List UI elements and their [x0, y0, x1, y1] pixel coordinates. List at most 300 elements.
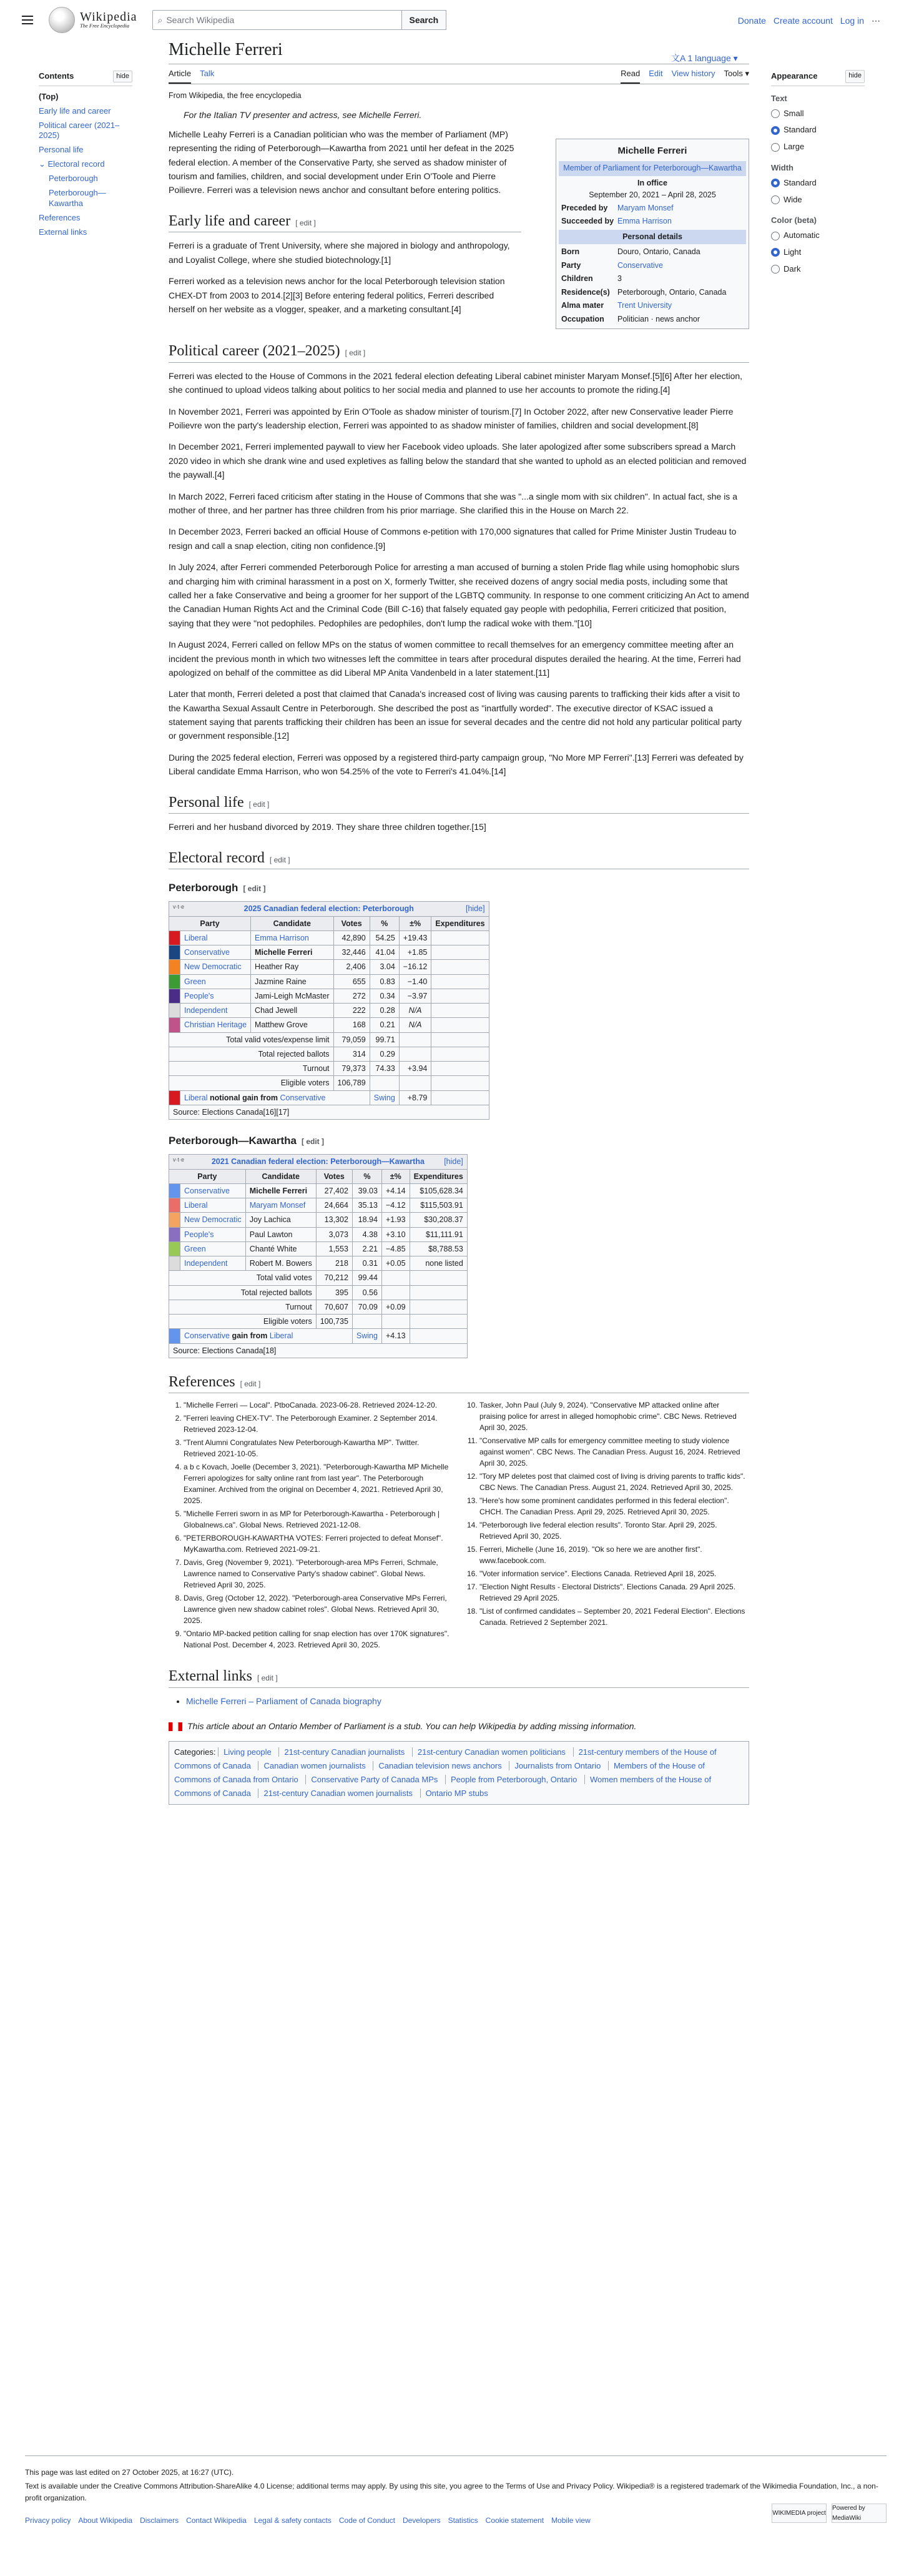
- category-link[interactable]: Women members of the House of Commons of Canada: [174, 1775, 712, 1799]
- category-link[interactable]: Conservative Party of Canada MPs: [305, 1775, 443, 1784]
- category-link[interactable]: People from Peterborough, Ontario: [445, 1775, 582, 1784]
- votes-cell: 655: [333, 974, 370, 989]
- empty-cell: [410, 1271, 467, 1285]
- total-percent: 99.71: [370, 1032, 399, 1047]
- search-button[interactable]: Search: [401, 10, 447, 30]
- reference-item: 13. "Here's how some prominent candidates performed in this federal election". CHCH. The Canadian Press. April 29, 2025. Retrieved April 30, 2025.: [479, 1495, 745, 1517]
- toc-item-personal[interactable]: Personal life: [39, 145, 84, 155]
- votes-cell: 168: [333, 1018, 370, 1032]
- total-label: Total valid votes/expense limit: [169, 1032, 334, 1047]
- edit-link[interactable]: [ edit ]: [257, 1674, 278, 1683]
- stub-notice: [169, 1719, 749, 1733]
- paragraph: In December 2021, Ferreri implemented paywall to view her Facebook video uploads. She later apologized after some subscribers spread a March 2020 video in which she drank wine and used expletives as falling below the standard that she wanted to uphold as an elected politician and removed the paywall.[4]: [169, 442, 747, 480]
- subsection-title: Peterborough—Kawartha: [169, 1135, 297, 1147]
- column-header: Expenditures: [431, 916, 489, 930]
- total-change: +0.09: [381, 1300, 410, 1314]
- party-cell[interactable]: Liberal: [180, 930, 251, 945]
- edit-link[interactable]: [ edit ]: [269, 855, 290, 864]
- total-change: +3.94: [399, 1062, 431, 1076]
- candidate-cell: Michelle Ferreri: [251, 945, 333, 960]
- infobox-born: Douro, Ontario, Canada: [617, 247, 700, 256]
- wikipedia-logo[interactable]: [49, 7, 137, 33]
- toc-item-political[interactable]: Political career (2021–2025): [39, 120, 120, 141]
- candidate-cell: Chanté White: [245, 1241, 316, 1256]
- percent-cell: 0.31: [352, 1256, 381, 1271]
- total-votes: 70,212: [316, 1271, 352, 1285]
- candidate-cell: Jami-Leigh McMaster: [251, 989, 333, 1003]
- vte-links[interactable]: v·t·e: [173, 904, 184, 910]
- intro-paragraph: Michelle Leahy Ferreri is a Canadian politician who was the member of Parliament (MP) representing the riding of Peterborough—Kawartha from 2021 until her defeat in the 2025 federal election. A member of the Conservative Party, she served as shadow minister of tourism and families, children, and social development under Erin O'Toole and Pierre Poilievre. Ferreri was a television news anchor and consultant before entering politics.: [169, 129, 514, 195]
- total-percent: 0.56: [352, 1285, 381, 1300]
- party-color-swatch: [169, 1256, 180, 1271]
- party-color-swatch: [169, 1004, 180, 1018]
- search-icon: ⌕: [157, 14, 163, 25]
- tab-history[interactable]: View history: [671, 68, 715, 78]
- toc-item-external[interactable]: External links: [39, 227, 87, 237]
- change-cell: N/A: [399, 1018, 431, 1032]
- votes-cell: 1,553: [316, 1241, 352, 1256]
- gain-row: [169, 1090, 489, 1105]
- infobox-key: Succeeded by: [561, 217, 614, 225]
- table-row: [169, 1241, 468, 1256]
- section-political-heading: [169, 341, 749, 363]
- infobox-key: Children: [561, 274, 593, 283]
- language-label: 1 language: [687, 53, 731, 63]
- edit-link[interactable]: [ edit ]: [240, 1379, 261, 1388]
- infobox: [556, 139, 749, 329]
- total-percent: 70.09: [352, 1300, 381, 1314]
- infobox-key: Born: [561, 247, 580, 256]
- paragraph: Later that month, Ferreri deleted a post that claimed that Canada's increased cost of living was causing parents to trafficking their kids after a visit to the Kawartha Sexual Assault Centre in Peterborough. She described the post as "inartfully worded". The executive director of KSAC issued a statement saying that parents trafficking their children has been an issue for several decades and the centre did not hold any particular political party or government responsible.[12]: [169, 689, 742, 741]
- infobox-key: Residence(s): [561, 287, 610, 297]
- footer-link[interactable]: Disclaimers: [140, 2515, 179, 2525]
- total-change: [399, 1032, 431, 1047]
- expenditure-cell: $115,503.91: [410, 1198, 467, 1213]
- search-input[interactable]: [152, 10, 402, 30]
- canada-flag-icon: [169, 1722, 182, 1731]
- change-cell: −4.85: [381, 1241, 410, 1256]
- text-standard-option[interactable]: [771, 122, 865, 139]
- toc-item-peterborough[interactable]: Peterborough: [49, 174, 98, 184]
- color-automatic-option[interactable]: [771, 227, 865, 244]
- column-header: Party: [169, 1169, 246, 1183]
- category-link[interactable]: 21st-century Canadian women journalists: [258, 1789, 417, 1798]
- table-row: [169, 974, 489, 989]
- gain-text: [180, 1090, 370, 1105]
- party-cell[interactable]: Conservative: [180, 945, 251, 960]
- width-wide-option[interactable]: [771, 192, 865, 209]
- reference-item: 12. "Tory MP deletes post that claimed cost of living is driving parents to traffic kids". CBC News. The Canadian Press. August 21, 2024. Retrieved April 30, 2025.: [479, 1471, 745, 1493]
- edit-link[interactable]: [ edit ]: [243, 884, 266, 894]
- radio-selected-icon: [771, 179, 780, 187]
- candidate-cell: Joy Lachica: [245, 1213, 316, 1227]
- party-cell[interactable]: Green: [180, 974, 251, 989]
- donate-link[interactable]: Donate: [737, 16, 766, 26]
- reference-item: 4. a b c Kovach, Joelle (December 3, 2021). "Peterborough-Kawartha MP Michelle Ferreri apologizes for salty online rant from last year". The Peterborough Examiner. Archived from the original on December 4, 2021. Retrieved April 30, 2025.: [184, 1461, 450, 1506]
- section-title: Early life and career: [169, 212, 291, 229]
- empty-cell: [431, 1062, 489, 1076]
- candidate-cell: Robert M. Bowers: [245, 1256, 316, 1271]
- color-light-option[interactable]: [771, 244, 865, 261]
- percent-cell: 0.83: [370, 974, 399, 989]
- gain-text: [180, 1329, 353, 1343]
- paragraph: Ferreri was elected to the House of Commons in the 2021 federal election defeating Liberal cabinet minister Maryam Monsef.[5][6] After her election, she continued to upload videos talking about politics to her social media and planned to use her accounts to promote the riding.[4]: [169, 370, 743, 395]
- gain-from-link[interactable]: Conservative: [280, 1093, 326, 1102]
- infobox-key: Preceded by: [561, 203, 608, 212]
- column-header: Votes: [316, 1169, 352, 1183]
- page-title: Michelle Ferreri: [169, 39, 749, 64]
- hatnote: For the Italian TV presenter and actress, see Michelle Ferreri.: [184, 110, 422, 121]
- expenditure-cell: [431, 945, 489, 960]
- total-votes: 100,735: [316, 1315, 352, 1329]
- party-color-swatch: [169, 989, 180, 1003]
- total-label: Eligible voters: [169, 1076, 334, 1090]
- percent-cell: 3.04: [370, 960, 399, 974]
- tab-tools[interactable]: Tools ▾: [724, 68, 749, 78]
- radio-icon: [771, 195, 780, 204]
- swing-label: [370, 1090, 399, 1105]
- footer-link[interactable]: Developers: [402, 2515, 441, 2525]
- empty-cell: [431, 1076, 489, 1090]
- totals-row: [169, 1285, 468, 1300]
- tagline: From Wikipedia, the free encyclopedia: [169, 91, 302, 101]
- change-cell: +3.10: [381, 1227, 410, 1241]
- infobox-office-link[interactable]: Member of Parliament for Peterborough—Kawartha: [563, 164, 742, 172]
- empty-cell: [410, 1285, 467, 1300]
- candidate-cell: Emma Harrison: [251, 930, 333, 945]
- radio-icon: [771, 232, 780, 240]
- candidate-cell: Maryam Monsef: [245, 1198, 316, 1213]
- total-percent: 0.29: [370, 1047, 399, 1061]
- gain-from-link[interactable]: Liberal: [269, 1331, 293, 1341]
- reference-item: 3. "Trent Alumni Congratulates New Peterborough-Kawartha MP". Twitter. Retrieved 2021-10-05.: [184, 1437, 450, 1459]
- reference-item: 15. Ferreri, Michelle (June 16, 2019). "Ok so here we are another first". www.facebook.com.: [479, 1544, 745, 1566]
- category-link[interactable]: Canadian women journalists: [258, 1761, 370, 1770]
- footer-link[interactable]: Privacy policy: [25, 2515, 71, 2525]
- total-votes: 79,373: [333, 1062, 370, 1076]
- election-table-2025: [169, 901, 489, 1120]
- party-color-swatch: [169, 1198, 180, 1213]
- appearance-hide-button[interactable]: hide: [845, 70, 865, 83]
- option-label: Automatic: [784, 230, 820, 240]
- percent-cell: 39.03: [352, 1183, 381, 1198]
- search-placeholder: Search Wikipedia: [166, 14, 235, 25]
- paragraph: In August 2024, Ferreri called on fellow MPs on the status of women committee to recall themselves for an emergency committee meeting after an incident the previous month in which two witnesses left the committee in tears after procedural disputes derailed the hearing. At the time, Ferreri had apologized on behalf of the committee as did Liberal MP Anita Vandenbeld in a later statement.[11]: [169, 639, 741, 678]
- table-row: [169, 960, 489, 974]
- category-link[interactable]: Living people: [218, 1747, 277, 1757]
- total-label: Turnout: [169, 1300, 317, 1314]
- change-cell: −16.12: [399, 960, 431, 974]
- empty-cell: [431, 1032, 489, 1047]
- total-votes: 106,789: [333, 1076, 370, 1090]
- column-header: %: [352, 1169, 381, 1183]
- election-table-2021: [169, 1154, 468, 1358]
- party-cell[interactable]: Conservative: [180, 1183, 246, 1198]
- edit-link[interactable]: [ edit ]: [301, 1137, 324, 1147]
- reference-item: 1. "Michelle Ferreri — Local". PtboCanada. 2023-06-28. Retrieved 2024-12-20.: [184, 1399, 450, 1411]
- option-label: Dark: [784, 264, 801, 274]
- votes-cell: 42,890: [333, 930, 370, 945]
- infobox-term: September 20, 2021 – April 28, 2025: [589, 190, 716, 199]
- party-cell[interactable]: Independent: [180, 1256, 246, 1271]
- color-label: Color (beta): [771, 215, 817, 225]
- category-link[interactable]: 21st-century Canadian journalists: [278, 1747, 410, 1757]
- external-link[interactable]: Michelle Ferreri – Parliament of Canada biography: [186, 1696, 381, 1707]
- empty-cell: [410, 1315, 467, 1329]
- footer-link[interactable]: About Wikipedia: [78, 2515, 133, 2525]
- gain-label: gain from: [232, 1331, 268, 1341]
- radio-icon: [771, 143, 780, 152]
- option-label: Small: [784, 108, 804, 118]
- votes-cell: 2,406: [333, 960, 370, 974]
- expenditure-cell: $30,208.37: [410, 1213, 467, 1227]
- party-color-swatch: [169, 1227, 180, 1241]
- categories-label: Categories:: [174, 1747, 216, 1757]
- infobox-party[interactable]: Conservative: [617, 260, 663, 270]
- category-link[interactable]: Members of the House of Commons of Canada from Ontario: [174, 1760, 705, 1784]
- table-source: Source: Elections Canada[16][17]: [169, 1105, 489, 1119]
- expenditure-cell: [431, 989, 489, 1003]
- votes-cell: 13,302: [316, 1213, 352, 1227]
- edit-link[interactable]: [ edit ]: [295, 218, 316, 227]
- expenditure-cell: [431, 974, 489, 989]
- party-cell[interactable]: People's: [180, 1227, 246, 1241]
- text-small-option[interactable]: [771, 106, 865, 122]
- paragraph: In December 2023, Ferreri backed an official House of Commons e-petition with 170,000 signatures that called for Prime Minister Justin Trudeau to resign and call a snap election, citing non confidence.[9]: [169, 526, 737, 551]
- menu-icon[interactable]: [20, 15, 35, 25]
- category-link[interactable]: Canadian television news anchors: [373, 1761, 506, 1770]
- column-header: Party: [169, 916, 251, 930]
- category-link[interactable]: Ontario MP stubs: [420, 1789, 493, 1798]
- total-label: Total rejected ballots: [169, 1285, 317, 1300]
- logo-title: Wikipedia: [80, 10, 137, 24]
- expenditure-cell: $8,788.53: [410, 1241, 467, 1256]
- candidate-cell: Paul Lawton: [245, 1227, 316, 1241]
- mediawiki-badge[interactable]: Powered by MediaWiki: [832, 2504, 887, 2523]
- total-change: [399, 1047, 431, 1061]
- infobox-personal: Personal details: [559, 230, 746, 245]
- percent-cell: 0.34: [370, 989, 399, 1003]
- toc-item-references[interactable]: References: [39, 212, 81, 222]
- reference-item: 2. "Ferreri leaving CHEX-TV". The Peterborough Examiner. 2 September 2014. Retrieved 2023-12-04.: [184, 1413, 450, 1435]
- option-label: Large: [784, 142, 805, 152]
- total-change: [381, 1285, 410, 1300]
- reference-item: 11. "Conservative MP calls for emergency committee meeting to study violence against women". CBC News. The Canadian Press. August 16, 2024. Retrieved April 30, 2025.: [479, 1435, 745, 1469]
- table-caption: [169, 1155, 468, 1169]
- empty-cell: [431, 1047, 489, 1061]
- party-color-swatch: [169, 960, 180, 974]
- party-cell[interactable]: Christian Heritage: [180, 1018, 251, 1032]
- paragraph: Ferreri and her husband divorced by 2019. They share three children together.[15]: [169, 822, 486, 832]
- vte-links[interactable]: v·t·e: [173, 1157, 184, 1163]
- category-link[interactable]: Journalists from Ontario: [509, 1761, 606, 1770]
- subsection-peterborough: [169, 879, 749, 896]
- party-cell[interactable]: Liberal: [180, 1198, 246, 1213]
- toc-item-electoral-label: Electoral record: [47, 159, 105, 169]
- total-votes: 79,059: [333, 1032, 370, 1047]
- change-cell: +1.85: [399, 945, 431, 960]
- search-bar: [152, 10, 447, 30]
- category-box: [169, 1741, 749, 1805]
- footer-link[interactable]: Legal & safety contacts: [253, 2515, 332, 2525]
- votes-cell: 3,073: [316, 1227, 352, 1241]
- party-color-swatch: [169, 1329, 180, 1343]
- infobox-office: [559, 161, 746, 176]
- percent-cell: 0.28: [370, 1004, 399, 1018]
- footer-link[interactable]: Mobile view: [551, 2515, 591, 2525]
- main-content: [169, 39, 749, 1805]
- column-header: Votes: [333, 916, 370, 930]
- totals-row: [169, 1047, 489, 1061]
- more-icon[interactable]: ⋯: [872, 16, 880, 26]
- tab-edit[interactable]: Edit: [649, 68, 663, 78]
- color-dark-option[interactable]: [771, 261, 865, 278]
- total-label: Total valid votes: [169, 1271, 317, 1285]
- category-link[interactable]: 21st-century Canadian women politicians: [412, 1747, 571, 1757]
- footer-link[interactable]: Statistics: [448, 2515, 478, 2525]
- tab-article[interactable]: Article: [169, 67, 191, 84]
- reference-item: 16. "Voter information service". Elections Canada. Retrieved April 18, 2025.: [479, 1568, 745, 1579]
- swing-link[interactable]: Swing: [356, 1331, 378, 1341]
- section-external-heading: [169, 1666, 749, 1688]
- wikimedia-badge[interactable]: WIKIMEDIA project: [772, 2504, 827, 2523]
- totals-row: [169, 1271, 468, 1285]
- footer-link[interactable]: Cookie statement: [485, 2515, 544, 2525]
- total-label: Turnout: [169, 1062, 334, 1076]
- party-cell[interactable]: New Democratic: [180, 1213, 246, 1227]
- table-row: [169, 1018, 489, 1032]
- globe-icon: [49, 7, 75, 33]
- section-references-heading: [169, 1372, 749, 1394]
- section-title: Electoral record: [169, 849, 265, 866]
- toc-item-top[interactable]: (Top): [39, 91, 59, 101]
- edit-link[interactable]: [ edit ]: [248, 799, 270, 809]
- width-label: Width: [771, 162, 793, 172]
- party-color-swatch: [169, 974, 180, 989]
- chevron-down-icon: ⌄: [39, 159, 48, 169]
- create-account-link[interactable]: Create account: [773, 16, 833, 26]
- gain-party-link[interactable]: Conservative: [184, 1331, 230, 1341]
- votes-cell: 27,402: [316, 1183, 352, 1198]
- tab-read[interactable]: Read: [621, 67, 640, 84]
- table-row: [169, 930, 489, 945]
- swing-value: +8.79: [399, 1090, 431, 1105]
- party-color-swatch: [169, 1213, 180, 1227]
- footer-link[interactable]: Contact Wikipedia: [186, 2515, 247, 2525]
- change-cell: −1.40: [399, 974, 431, 989]
- table-row: [169, 1004, 489, 1018]
- infobox-name: Michelle Ferreri: [617, 146, 687, 156]
- total-percent: [370, 1076, 399, 1090]
- hide-table-link[interactable]: [hide]: [465, 904, 485, 914]
- footer-link[interactable]: Code of Conduct: [338, 2515, 395, 2525]
- toc-item-early[interactable]: Early life and career: [39, 106, 111, 116]
- total-votes: 70,607: [316, 1300, 352, 1314]
- column-header: %: [370, 916, 399, 930]
- stub-text: This article about an Ontario Member of Parliament is a stub. You can help Wikipedia by adding missing information.: [187, 1721, 637, 1732]
- table-row: [169, 1227, 468, 1241]
- infobox-preceded[interactable]: Maryam Monsef: [617, 203, 674, 212]
- caption-text[interactable]: 2025 Canadian federal election: Peterborough: [243, 904, 414, 914]
- swing-label: [352, 1329, 381, 1343]
- last-edited: This page was last edited on 27 October 2025, at 16:27 (UTC).: [25, 2468, 234, 2477]
- percent-cell: 4.38: [352, 1227, 381, 1241]
- category-link[interactable]: 21st-century members of the House of Commons of Canada: [174, 1747, 717, 1770]
- login-link[interactable]: Log in: [840, 16, 864, 26]
- table-row: [169, 1198, 468, 1213]
- reference-list: [169, 1399, 749, 1652]
- paragraph: Ferreri is a graduate of Trent University, where she majored in biology and anthropology, and Loyalist College, where she studied biotechnology.[1]: [169, 240, 510, 265]
- change-cell: −4.12: [381, 1198, 410, 1213]
- gain-party-link[interactable]: Liberal: [184, 1093, 208, 1102]
- subsection-kawartha: [169, 1132, 749, 1149]
- width-standard-option[interactable]: [771, 175, 865, 192]
- caption-text[interactable]: 2021 Canadian federal election: Peterborough—Kawartha: [211, 1157, 425, 1167]
- column-header: ±%: [399, 916, 431, 930]
- expenditure-cell: $11,111.91: [410, 1227, 467, 1241]
- radio-selected-icon: [771, 126, 780, 135]
- candidate-cell: Jazmine Raine: [251, 974, 333, 989]
- change-cell: +4.14: [381, 1183, 410, 1198]
- appearance-title: Appearance: [771, 71, 818, 81]
- party-color-swatch: [169, 1090, 180, 1105]
- totals-row: [169, 1032, 489, 1047]
- column-header: Expenditures: [410, 1169, 467, 1183]
- reference-item: 5. "Michelle Ferreri sworn in as MP for Peterborough-Kawartha - Peterborough | Globalnews.ca". Global News. Retrieved 2021-12-08.: [184, 1508, 450, 1531]
- table-row: [169, 1213, 468, 1227]
- column-header: Candidate: [251, 916, 333, 930]
- total-label: Eligible voters: [169, 1315, 317, 1329]
- total-percent: 74.33: [370, 1062, 399, 1076]
- table-of-contents: [39, 70, 132, 240]
- user-links: [738, 14, 880, 27]
- column-header: Candidate: [245, 1169, 316, 1183]
- totals-row: [169, 1315, 468, 1329]
- toc-item-kawartha[interactable]: Peterborough—Kawartha: [49, 188, 106, 208]
- votes-cell: 24,664: [316, 1198, 352, 1213]
- infobox-succeeded[interactable]: Emma Harrison: [617, 217, 672, 225]
- column-header: ±%: [381, 1169, 410, 1183]
- party-cell[interactable]: Independent: [180, 1004, 251, 1018]
- toc-hide-button[interactable]: hide: [113, 71, 132, 83]
- toc-item-electoral[interactable]: [39, 157, 132, 172]
- language-button[interactable]: 文A 1 language ▾: [671, 53, 738, 63]
- expenditure-cell: [431, 960, 489, 974]
- text-large-option[interactable]: [771, 139, 865, 155]
- total-change: [381, 1315, 410, 1329]
- party-cell[interactable]: New Democratic: [180, 960, 251, 974]
- tab-talk[interactable]: Talk: [200, 68, 215, 78]
- empty-cell: [410, 1329, 467, 1343]
- section-title: External links: [169, 1668, 252, 1685]
- hide-table-link[interactable]: [hide]: [444, 1157, 463, 1167]
- infobox-alma[interactable]: Trent University: [617, 301, 672, 310]
- infobox-key: Alma mater: [561, 301, 604, 310]
- party-color-swatch: [169, 1241, 180, 1256]
- expenditure-cell: [431, 1018, 489, 1032]
- reference-item: 7. Davis, Greg (November 9, 2021). "Peterborough-area MPs Ferreri, Schmale, Lawrence named to Conservative Party's shadow cabinet". Global News. Retrieved April 30, 2025.: [184, 1557, 450, 1591]
- table-source: Source: Elections Canada[18]: [169, 1343, 468, 1358]
- votes-cell: 222: [333, 1004, 370, 1018]
- party-cell[interactable]: People's: [180, 989, 251, 1003]
- edit-link[interactable]: [ edit ]: [345, 348, 366, 358]
- section-electoral-heading: [169, 848, 749, 870]
- footer-links: [25, 2515, 887, 2527]
- swing-value: +4.13: [381, 1329, 410, 1343]
- party-cell[interactable]: Green: [180, 1241, 246, 1256]
- swing-link[interactable]: Swing: [373, 1093, 395, 1102]
- infobox-children: 3: [617, 274, 622, 283]
